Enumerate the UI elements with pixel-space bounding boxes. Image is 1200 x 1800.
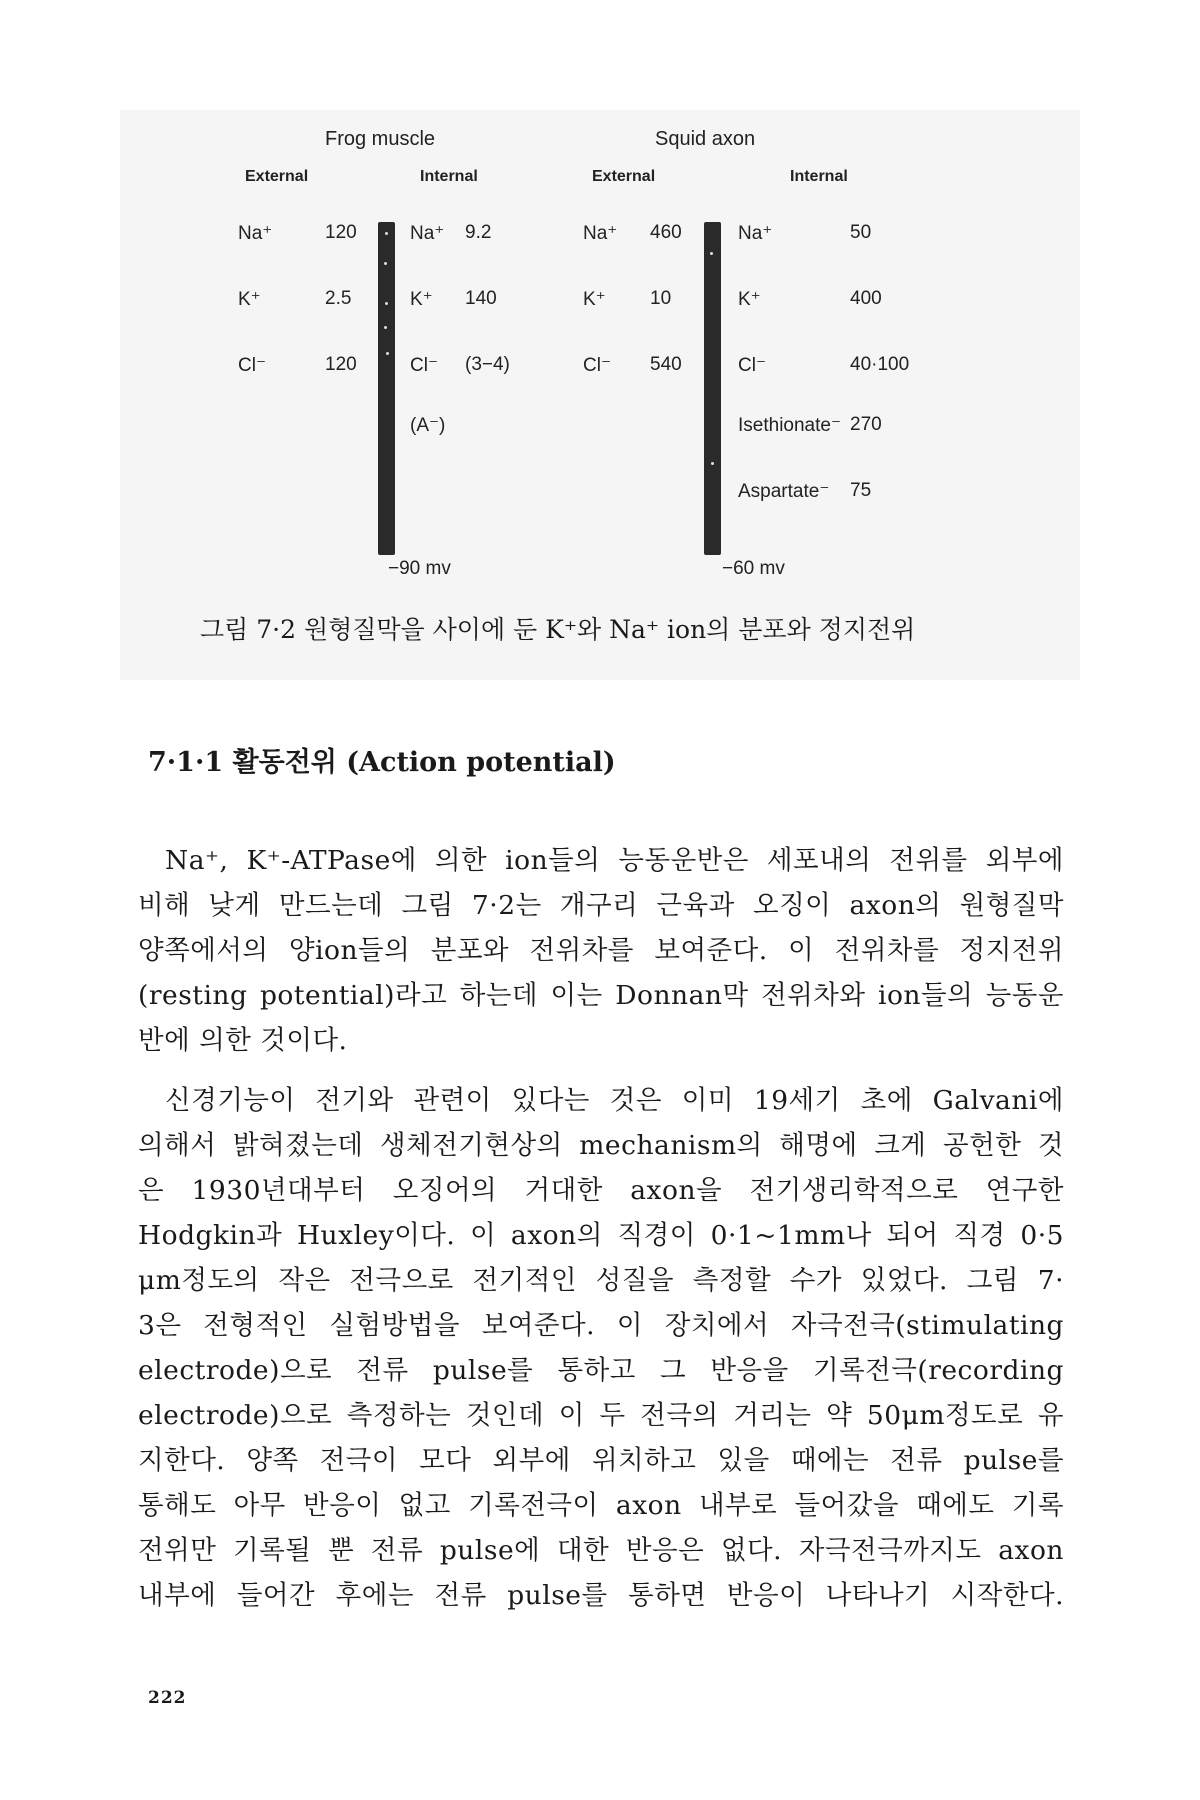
squid-internal-header: Internal: [790, 168, 848, 185]
squid-int-ion: Na⁺: [738, 223, 773, 244]
body-line: 지한다. 양쪽 전극이 모다 외부에 위치하고 있을 때에는 전류 pulse를: [138, 1445, 1064, 1476]
body-line: 내부에 들어간 후에는 전류 pulse를 통하면 반응이 나타나기 시작한다.: [138, 1580, 1064, 1611]
squid-int-value: 75: [850, 480, 872, 501]
frog-membrane: [378, 222, 395, 555]
body-line: Na⁺, K⁺-ATPase에 의한 ion들의 능동운반은 세포내의 전위를 외부에: [165, 845, 1064, 876]
figure-caption: 그림 7·2 원형질막을 사이에 둔 K⁺와 Na⁺ ion의 분포와 정지전위: [200, 615, 916, 644]
frog-int-value: (3−4): [465, 354, 510, 375]
body-line: 3은 전형적인 실험방법을 보여준다. 이 장치에서 자극전극(stimulating: [138, 1310, 1064, 1341]
frog-ext-value: 120: [325, 354, 357, 375]
body-line: (resting potential)라고 하는데 이는 Donnan막 전위차와 ion들의 능동운: [138, 980, 1064, 1011]
squid-title: Squid axon: [655, 128, 756, 150]
frog-int-value: 9.2: [465, 222, 492, 243]
squid-int-value: 400: [850, 288, 882, 309]
frog-ext-value: 2.5: [325, 288, 352, 309]
body-line: 통해도 아무 반응이 없고 기록전극이 axon 내부로 들어갔을 때에도 기록: [138, 1490, 1064, 1521]
squid-int-ion: K⁺: [738, 289, 761, 310]
body-line: 의해서 밝혀졌는데 생체전기현상의 mechanism의 해명에 크게 공헌한 것: [138, 1130, 1064, 1161]
squid-external-header: External: [592, 168, 656, 185]
squid-resting-potential: −60 mv: [722, 558, 785, 579]
body-line: 반에 의한 것이다.: [138, 1025, 348, 1056]
squid-ext-ion: Cl⁻: [583, 355, 611, 376]
squid-int-value: 270: [850, 414, 882, 435]
frog-ext-ion: Na⁺: [238, 223, 273, 244]
squid-membrane: [704, 222, 721, 555]
squid-int-ion: Isethionate⁻: [738, 415, 841, 436]
section-heading: 7·1·1 활동전위 (Action potential): [148, 747, 616, 778]
frog-int-ion: (A⁻): [410, 415, 446, 436]
squid-ext-value: 10: [650, 288, 672, 309]
squid-ext-value: 460: [650, 222, 682, 243]
squid-int-ion: Aspartate⁻: [738, 481, 830, 502]
frog-ext-ion: K⁺: [238, 289, 261, 310]
body-line: 양쪽에서의 양ion들의 분포와 전위차를 보여준다. 이 전위차를 정지전위: [138, 935, 1064, 966]
frog-int-value: 140: [465, 288, 497, 309]
frog-resting-potential: −90 mv: [388, 558, 451, 579]
squid-ext-ion: K⁺: [583, 289, 606, 310]
body-line: 비해 낮게 만드는데 그림 7·2는 개구리 근육과 오징이 axon의 원형질막: [138, 890, 1064, 921]
frog-internal-header: Internal: [420, 168, 478, 185]
squid-int-ion: Cl⁻: [738, 355, 766, 376]
frog-ext-ion: Cl⁻: [238, 355, 266, 376]
body-line: 신경기능이 전기와 관련이 있다는 것은 이미 19세기 초에 Galvani에: [165, 1085, 1064, 1116]
body-line: electrode)으로 전류 pulse를 통하고 그 반응을 기록전극(recording: [138, 1355, 1064, 1386]
squid-ext-ion: Na⁺: [583, 223, 618, 244]
squid-int-value: 40·100: [850, 354, 910, 375]
body-line: Hodgkin과 Huxley이다. 이 axon의 직경이 0·1~1mm나 되어 직경 0·5: [138, 1220, 1064, 1251]
body-line: 은 1930년대부터 오징어의 거대한 axon을 전기생리학적으로 연구한: [138, 1175, 1064, 1206]
frog-int-ion: Cl⁻: [410, 355, 438, 376]
page-number: 222: [148, 1688, 187, 1708]
frog-ext-value: 120: [325, 222, 357, 243]
frog-int-ion: Na⁺: [410, 223, 445, 244]
body-line: μm정도의 작은 전극으로 전기적인 성질을 측정할 수가 있었다. 그림 7·: [138, 1265, 1064, 1296]
body-line: electrode)으로 측정하는 것인데 이 두 전극의 거리는 약 50μm정도로 유: [138, 1400, 1064, 1431]
ion-distribution-figure: [120, 110, 1080, 680]
frog-external-header: External: [245, 168, 309, 185]
frog-title: Frog muscle: [325, 128, 436, 150]
squid-int-value: 50: [850, 222, 872, 243]
body-line: 전위만 기록될 뿐 전류 pulse에 대한 반응은 없다. 자극전극까지도 axon: [138, 1535, 1064, 1566]
squid-ext-value: 540: [650, 354, 682, 375]
frog-int-ion: K⁺: [410, 289, 433, 310]
